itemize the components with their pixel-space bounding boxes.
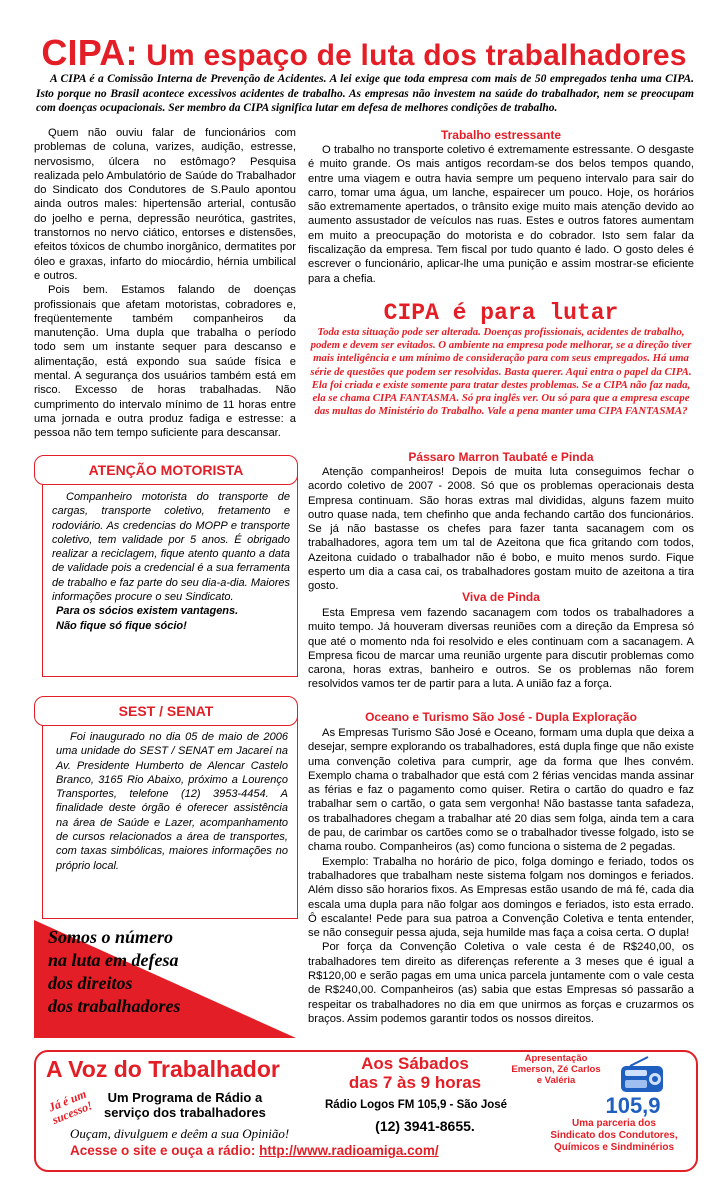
oceano-paragraph-3: Por força da Convenção Coletiva o vale cesta é de R$240,00, os trabalhadores tem direito as diferenças referente a 3 meses que é igual a R$120,00 e serão pagas em uma unica parcela juntamente com o vale cesta de R$240,00. Companheiros (as) sabia que estas Empresas só passarão a respeitar os trabalhadores no dia em que unirmos as forças e cruzarmos os braços. Assim podemos garantir todos os nossos direitos. xyxy=(308,941,694,1025)
page-title xyxy=(0,32,728,74)
schedule-day: Aos Sábados xyxy=(361,1054,469,1073)
box-motorista-highlight-2: Não fique só fique sócio! xyxy=(56,619,187,632)
left-paragraph-2: Pois bem. Estamos falando de doenças profissionais que afetam motoristas, cobradores e, freqüentemente também companheiros da manutenção. Uma dupla que trabalha o período todo sem um instante sequer para descanso e alimentação, está expondo sua saúde física e mental. A segurança dos usuários também está em risco. Excesso de horas trabalhadas. Não cumprimento do intervalo mínimo de 11 horas entre uma jornada e outra produz fadiga e estresse: a pessoa não tem tempo suficiente para descansar. xyxy=(34,284,296,440)
schedule xyxy=(340,1054,490,1092)
success-ribbon: Já é um sucesso! xyxy=(46,1086,95,1127)
box-motorista-body xyxy=(52,490,290,633)
site-link[interactable]: http://www.radioamiga.com/ xyxy=(259,1143,439,1158)
box-sest-body xyxy=(56,730,288,873)
phone-number: (12) 3941-8655. xyxy=(375,1118,475,1134)
partnership-line-2: Sindicato dos Condutores, xyxy=(550,1130,678,1141)
article-oceano xyxy=(308,726,694,1026)
heading-passaro: Pássaro Marron Taubaté e Pinda xyxy=(408,450,594,464)
box-sest-title: SEST / SENAT xyxy=(34,696,298,726)
passaro-text: Atenção companheiros! Depois de muita luta conseguimos fechar o acordo coletivo de 2007 - 2008. Só que os problemas operacionais desta Empresa continuam. São horas extras mal divididas, alguns fazem muito outro quase nada, tem chefinho que anda fechando cartão dos funcionários. Se já não bastasse os chefes para fazer tanta sacanagem com os trabalhadores, agora tem um tal de Azeitona que fica gritando com todos, Azeitona cuidado o trabalhador não é bobo, e muito menos surdo. Fique esperto um dia a casa cai, os trabalhadores gostam muito de azeitona a tira gosto. xyxy=(308,466,694,593)
left-paragraph-1: Quem não ouviu falar de funcionários com problemas de coluna, varizes, audição, estresse, nervosismo, úlcera no estômago? Pesquisa realizada pelo Ambulatório de Saúde do Trabalhador do Sindicato dos Condutores de S.Paulo apontou ainda outros males: hipertensão arterial, contusão do joelho e perna, depressão neurótica, gastrites, transtornos no nervo ciático, entorses e distensões, efeitos tóxicos de chumbo inorgânico, dermatites por óleo e graxas, infarto do miocárdio, hérnia umbilical e outros. xyxy=(34,127,296,282)
title-prefix: CIPA: xyxy=(41,32,138,73)
station-name: Rádio Logos FM 105,9 - São José xyxy=(324,1099,508,1111)
slogan-line-1: Somos o número xyxy=(48,927,174,947)
box-motorista-text: Companheiro motorista do transporte de cargas, transporte coletivo, fretamento e rodoviário. As credencias do MOPP e transporte coletivo, tem validade por 5 anos. É obrigado realizar a reciclagem, fique atento quanto a data de validade pois a credencial é a sua ferramenta de trabalho e faz parte do seu dia-a-dia. Maiores informações procure o seu Sindicato. xyxy=(52,491,290,604)
program-desc-line-2: serviço dos trabalhadores xyxy=(104,1105,266,1120)
heading-oceano: Oceano e Turismo São José - Dupla Exploração xyxy=(365,710,637,724)
site-line xyxy=(70,1143,439,1158)
program-title: A Voz do Trabalhador xyxy=(46,1056,280,1082)
box-motorista-highlight-1: Para os sócios existem vantagens. xyxy=(56,605,239,618)
viva-pinda-text: Esta Empresa vem fazendo sacanagem com todos os trabalhadores a muito tempo. Já houveram diversas reuniões com a direção da Empresa só que até o momento nda foi resolvido e eles continuam com a sacanagem. A Empresa ficou de marcar uma reunião urgente para discutir problemas como carona, horas extras, banheiro e outros. Se os problemas não forem resolvidos vamos ter de partir para a luta. A união faz a força. xyxy=(308,607,694,691)
box-sest-text: Foi inaugurado no dia 05 de maio de 2006 uma unidade do SEST / SENAT em Jacareí na Av. Presidente Humberto de Alencar Castelo Branco, 3165 Rio Abaixo, próximo a Lourenço Transportes, telefone (12) 3953-4454. A finalidade deste órgão é oferecer assistência na área de Saúde e Lazer, acompanhamento de cursos relacionados a área de transportes, com taxas simbólicas, maiores informações no próprio local. xyxy=(56,731,288,872)
presenters-line-2: e Valéria xyxy=(536,1075,576,1086)
presenters-label: Apresentação xyxy=(524,1053,588,1064)
left-article xyxy=(34,126,296,441)
cipa-lutar-text: Toda esta situação pode ser alterada. Doenças profissionais, acidentes de trabalho, podem e devem ser evitados. O ambiente na empresa pode melhorar, se a direção tiver mais inteligência e um mínimo de consideração para com seus empregados. Há uma série de questões que podem ser resolvidas. Basta querer. Aqui entra o papel da CIPA. Ela foi criada e existe somente para tratar destes problemas. Se a CIPA não faz nada, ela se chama CIPA FANTASMA. Só pra inglês ver. Ou só para que a empresa escape das multas do Ministério do Trabalho. Vale a pena manter uma CIPA FANTASMA? xyxy=(310,326,692,418)
slogan xyxy=(48,926,308,1018)
partnership-line-3: Químicos e Sindminérios xyxy=(553,1142,675,1153)
call-to-action: Ouçam, divulguem e deêm a sua Opinião! xyxy=(70,1126,290,1141)
slogan-line-2: na luta em defesa xyxy=(48,950,179,970)
article-viva-pinda xyxy=(308,606,694,692)
slogan-line-4: dos trabalhadores xyxy=(48,996,181,1016)
intro-paragraph: A CIPA é a Comissão Interna de Prevenção de Acidentes. A lei exige que toda empresa com mais de 50 empregados tenha uma CIPA. Isto porque no Brasil acontece excessivos acidentes de trabalho. As empresas não investem na saúde do trabalhador, nem se preocupam com doenças ocupacionais. Ser membro da CIPA significa lutar em defesa de melhores condições de trabalho. xyxy=(36,73,694,114)
program-description xyxy=(104,1090,266,1120)
article-trabalho-estressante xyxy=(308,143,694,286)
heading-cipa-lutar: CIPA é para lutar xyxy=(383,300,619,326)
article-passaro xyxy=(308,465,694,594)
heading-viva-pinda: Viva de Pinda xyxy=(462,590,540,604)
radio-icon xyxy=(618,1056,666,1096)
trabalho-estressante-text: O trabalho no transporte coletivo é extremamente estressante. O desgaste é muito grande. Os mais antigos recordam-se dos belos tempos quando, entre uma viagem e outra havia sempre um pequeno intervalo para sair do carro, tomar uma água, um lanche, espairecer um pouco. Hoje, os horários são extremamente apertados, o trânsito exige muito mais atenção devido ao aumento assustador de veículos nas ruas. Estes e outros fatores aumentam em muito a preocupação do motorista e do cobrador. Isto sem falar da fiscalização da empresa. Tem fiscal por tudo quanto é lado. O gosto deles é escrever o funcionário, aplicar-lhe uma punição e assim mostrar-se eficiente para a chefia. xyxy=(308,144,694,285)
heading-trabalho-estressante: Trabalho estressante xyxy=(440,128,562,142)
schedule-time: das 7 às 9 horas xyxy=(348,1073,482,1092)
partnership xyxy=(538,1118,690,1154)
oceano-paragraph-1: As Empresas Turismo São José e Oceano, formam uma dupla que deixa a desejar, sempre explorando os trabalhadores, está dupla finge que não existe uma convenção coletiva para cumprir, age da forma que lhes convém. Exemplo chama o trabalhador que está com 2 férias vencidas manda assinar as férias e faz o pagamento como quiser. Retira o cartão do quadro e faz trabalhar sem o cartão, o gata sem vergonha! Não bastasse tanta safadeza, os trabalhadores chegam a trabalhar até 20 dias sem folga, ainda tem a cara de pau, de carimbar os cartões como se o trabalhador tivesse folgado, isto se chama roubo. Companheiros (as) como funciona o sistema de 2 pegadas. xyxy=(308,727,694,854)
presenters-line-1: Emerson, Zé Carlos xyxy=(511,1064,601,1075)
box-motorista-title: ATENÇÃO MOTORISTA xyxy=(34,455,298,485)
presenters xyxy=(500,1053,612,1086)
partnership-line-1: Uma parceria dos xyxy=(572,1118,656,1129)
site-prefix: Acesse o site e ouça a rádio: xyxy=(70,1143,256,1158)
frequency: 105,9 xyxy=(605,1093,661,1118)
title-rest: Um espaço de luta dos trabalhadores xyxy=(146,39,687,72)
slogan-line-3: dos direitos xyxy=(48,973,133,993)
program-desc-line-1: Um Programa de Rádio a xyxy=(107,1090,263,1105)
oceano-paragraph-2: Exemplo: Trabalha no horário de pico, folga domingo e feriado, todos os trabalhadores que trabalham neste sistema folgam nos domingos e feriados. Além disso são horarios fixos. As Empresas estão usando de má fé, cada dia escala uma dupla para não folgar aos domingos e feriados, isto esta errado. Ô escalante! Pede para sua patroa a Convenção Coletiva e tenta entender, se não conseguir pessa ajuda, seja humilde mas faça a coisa certa. O dupla! xyxy=(308,855,694,940)
